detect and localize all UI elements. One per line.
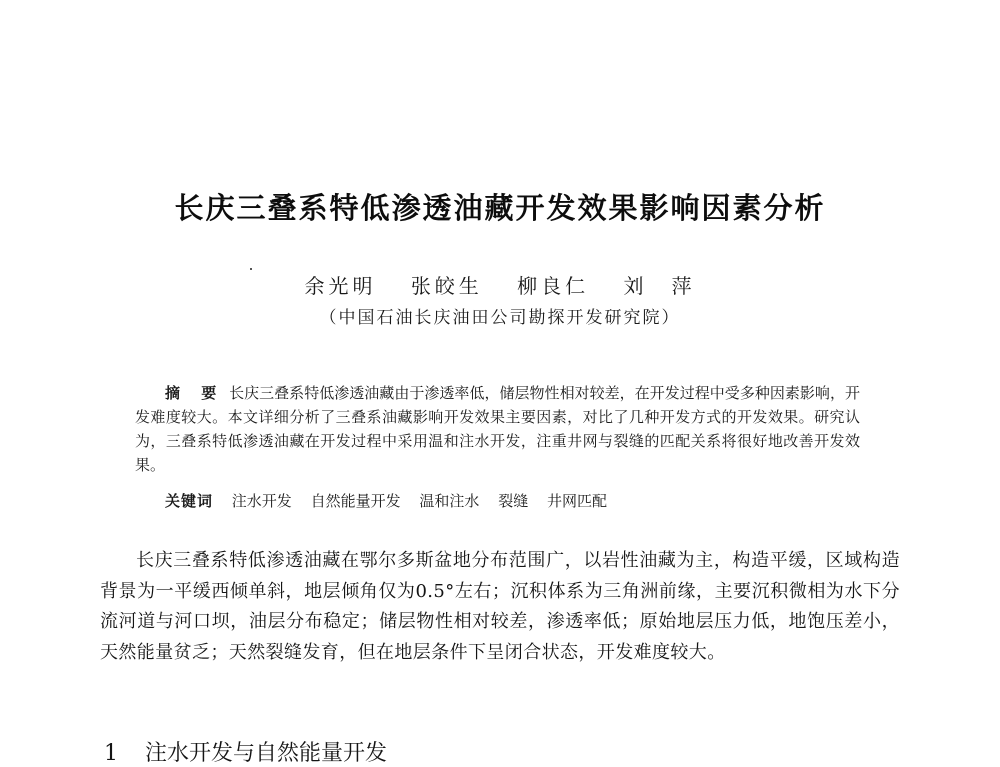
section-heading [104,736,387,767]
author-affiliation: （中国石油长庆油田公司勘探开发研究院） [319,308,681,328]
keywords [165,490,621,511]
intro-paragraph: 长庆三叠系特低渗透油藏在鄂尔多斯盆地分布范围广，以岩性油藏为主，构造平缓，区域构造背景为一平缓西倾单斜，地层倾角仅为0.5°左右；沉积体系为三角洲前缘，主要沉积微相为水下分流河道与河口坝，油层分布稳定；储层物性相对较差，渗透率低；原始地层压力低，地饱压差小，天然能量贫乏；天然裂缝发育，但在地层条件下呈闭合状态，开发难度较大。 [100,550,900,663]
abstract-text: 长庆三叠系特低渗透油藏由于渗透率低，储层物性相对较差，在开发过程中受多种因素影响，开发难度较大。本文详细分析了三叠系油藏影响开发效果主要因素，对比了几种开发方式的开发效果。研究认为，三叠系特低渗透油藏在开发过程中采用温和注水开发，注重井网与裂缝的匹配关系将很好地改善开发效果。 [135,384,860,474]
author-list [0,270,1000,299]
keywords-label: 关键词 [165,492,214,510]
keyword: 裂缝 [498,492,529,510]
keyword: 温和注水 [419,492,480,510]
keyword: 注水开发 [231,492,292,510]
section-number: 1 [104,741,118,766]
keyword: 自然能量开发 [310,492,401,510]
section-title: 注水开发与自然能量开发 [145,741,388,766]
keyword: 井网匹配 [546,492,607,510]
abstract-label: 摘 要 [165,384,225,402]
author-name: 刘 萍 [623,274,696,298]
paper-title: 长庆三叠系特低渗透油藏开发效果影响因素分析 [174,191,826,225]
author-name: 张皎生 [410,274,483,298]
author-name: 余光明 [304,274,377,298]
author-name: 柳良仁 [517,274,590,298]
abstract [135,381,860,477]
